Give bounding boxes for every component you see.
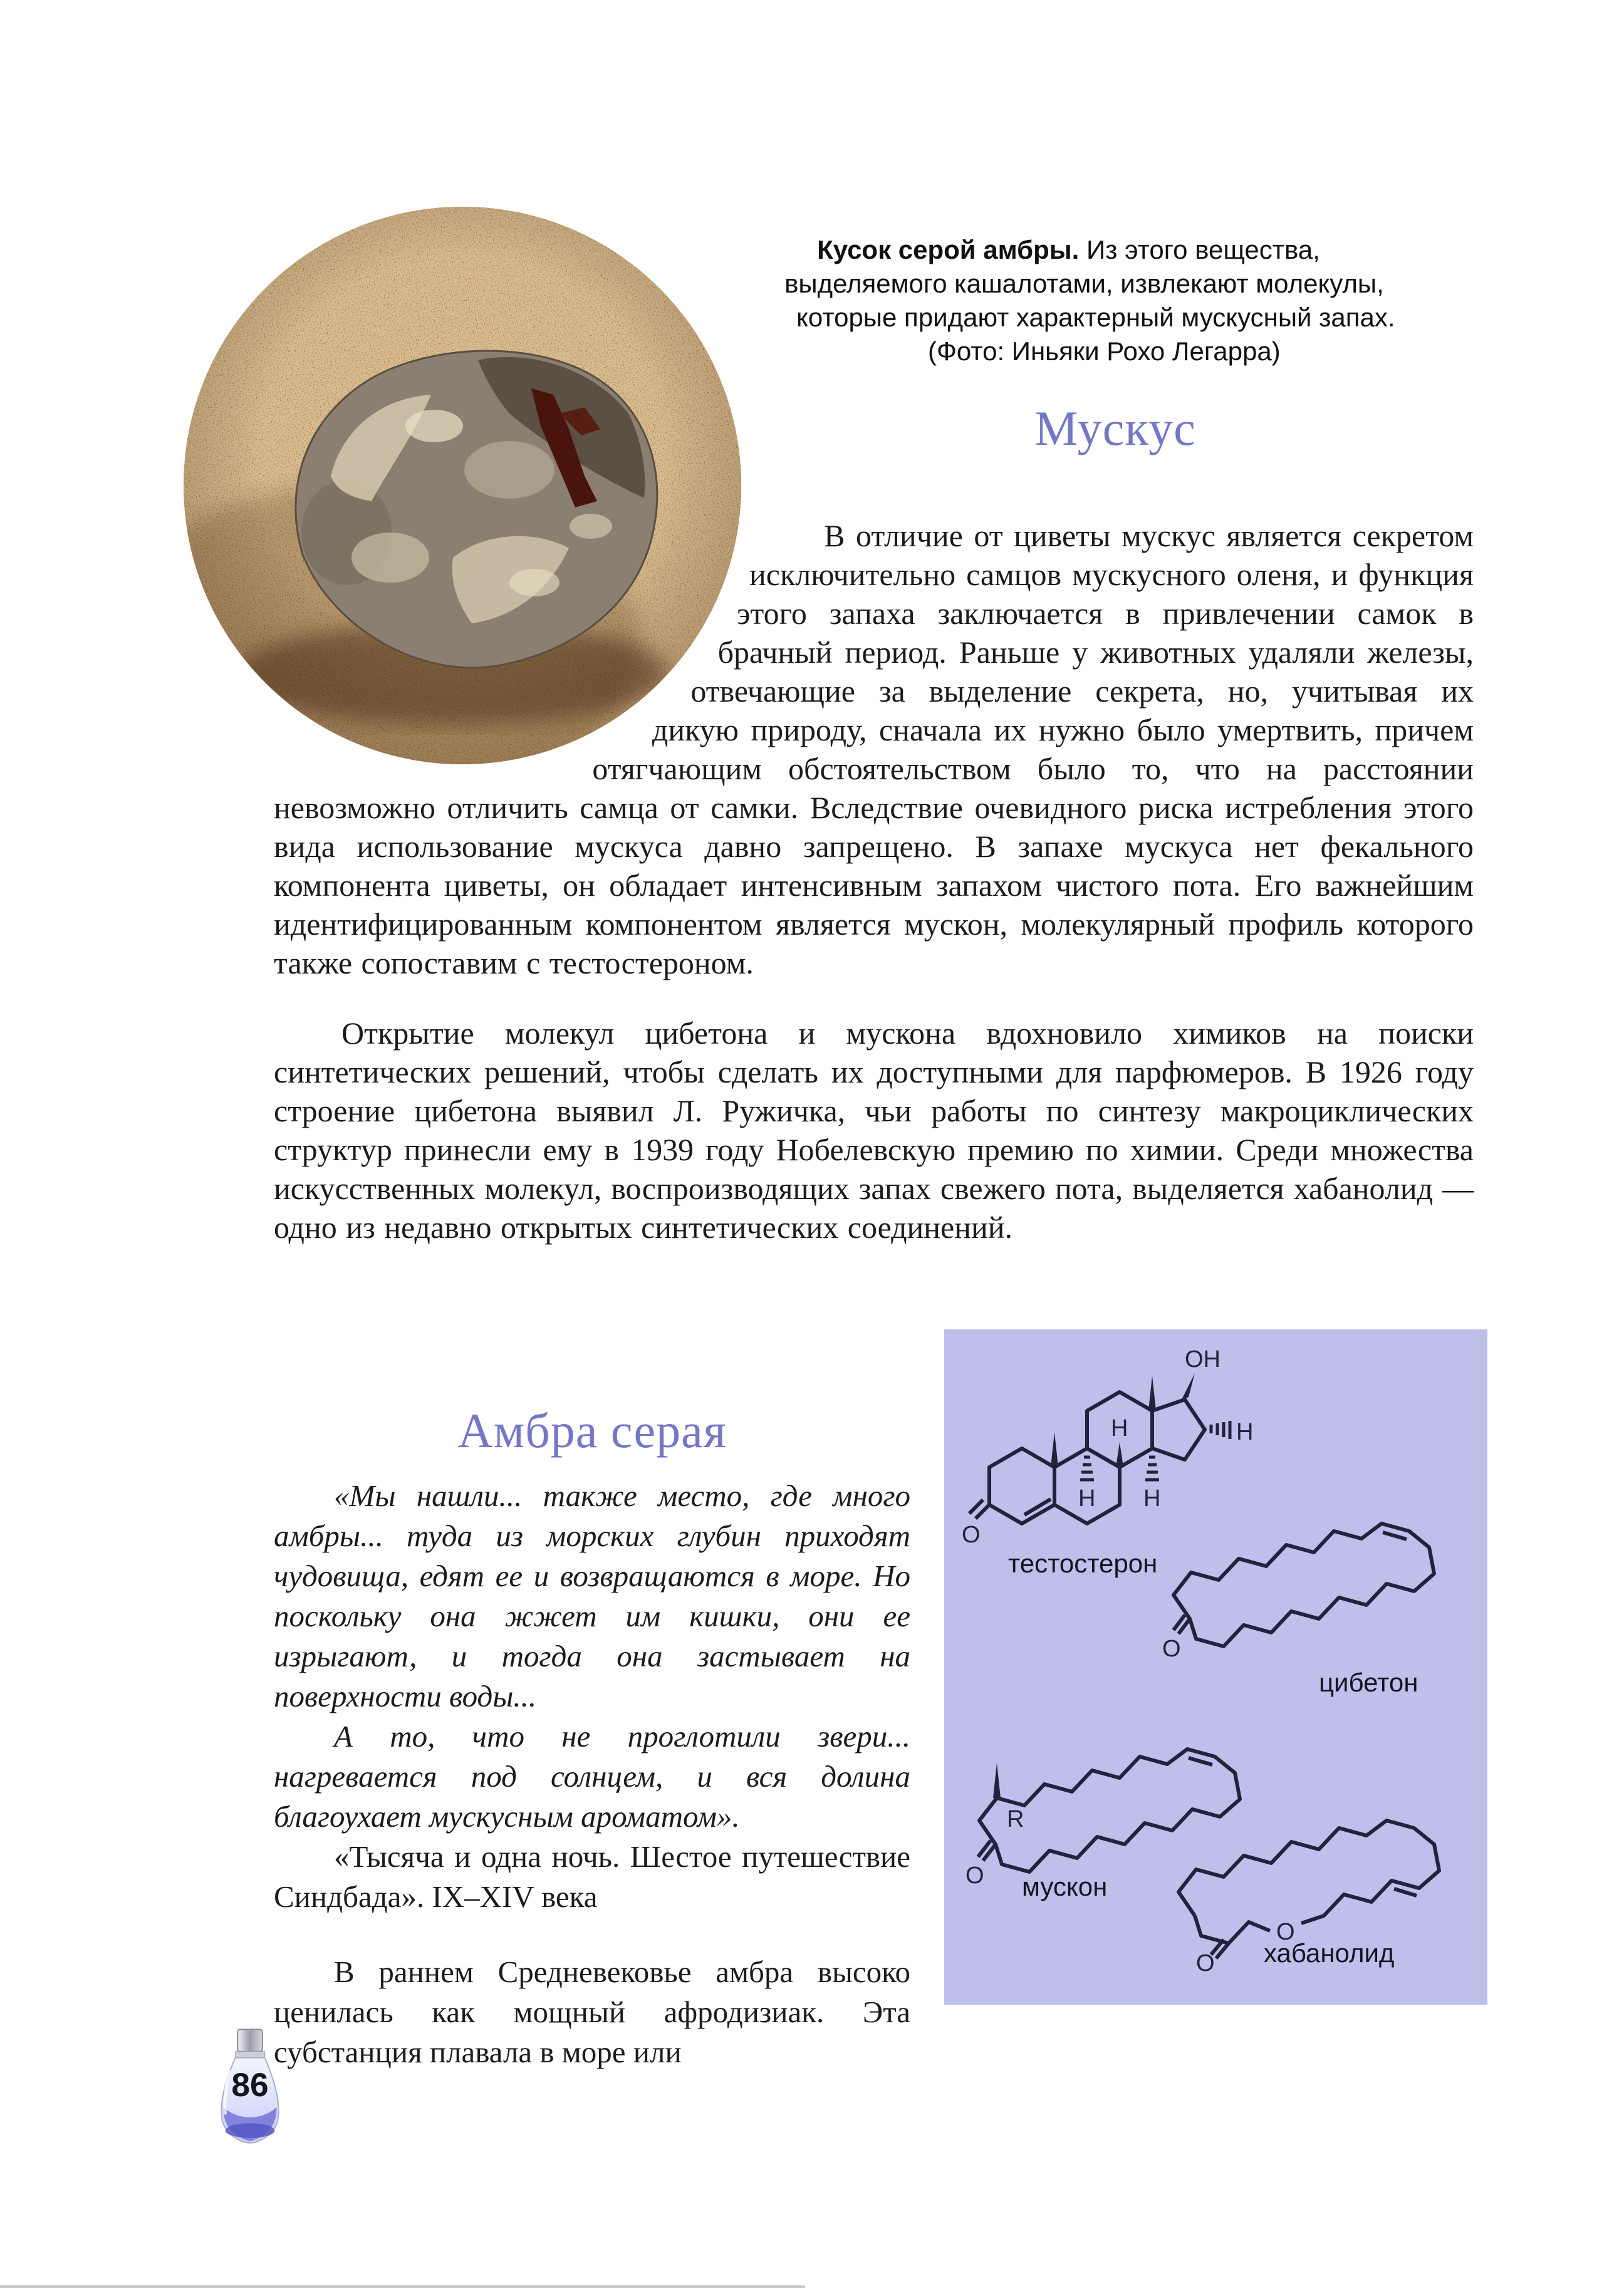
musk-paragraph-2: Открытие молекул цибетона и мускона вдохновило химиков на поиски синтетических решений, чтобы сделать их доступными для парфюмеров. В 1926 году строение цибетона выявил Л. Ружичка, чьи работы по синтезу макроциклических структур принесли ему в 1939 году Нобелевскую премию по химии. Среди множества искусственных молекул, воспроизводящих запах свежего пота, выделяется хабанолид — одно из недавно открытых синтетических соединений. (274, 1016, 1474, 1245)
oxygen-label: O (966, 1862, 984, 1889)
page-number-badge (207, 2027, 293, 2146)
molecule-label-habanolide: хабанолид (1264, 1938, 1395, 1968)
page-number: 86 (231, 2066, 269, 2104)
hydroxyl-label: OH (1185, 1346, 1221, 1373)
perfume-bottle-icon (207, 2027, 293, 2146)
oxygen-label: O (1162, 1636, 1181, 1662)
caption-line: которые придают характерный мускусный запах. (796, 303, 1395, 332)
ambergris-quote-2: А то, что не проглотили звери... нагревается под солнцем, и вся долина благоухает мускусным ароматом». (274, 1719, 910, 1834)
photo-wrap-spacer (180, 233, 757, 776)
musk-section (180, 233, 1474, 1278)
hydrogen-label: H (1111, 1415, 1128, 1441)
ambergris-heading: Амбра серая (457, 1403, 727, 1458)
musk-heading: Мускус (1034, 401, 1196, 455)
ambergris-quote-1: «Мы нашли... также место, где много амбры... туда из морских глубин приходят чудовища, едят ее и возвращаются в море. Но поскольку она жжет им кишки, они ее изрыгают, и тогда она застывает на поверхности воды... (274, 1478, 910, 1713)
ambergris-section (274, 1402, 910, 2072)
caption-rest: Из этого вещества, (1079, 235, 1320, 264)
molecule-label-civetone: цибетон (1319, 1668, 1418, 1697)
molecule-panel (944, 1329, 1487, 2005)
oxygen-label: O (962, 1522, 981, 1548)
molecule-label-testosterone: тестостерон (1008, 1549, 1158, 1578)
scan-artifact-line (0, 2285, 805, 2288)
civetone-structure (1155, 1500, 1468, 1669)
caption-line: выделяемого кашалотами, извлекают молекулы, (784, 269, 1384, 298)
caption-lead: Кусок серой амбры. (817, 235, 1080, 264)
caption-credit: (Фото: Иньяки Рохо Легарра) (927, 336, 1281, 366)
oxygen-label: O (1196, 1950, 1215, 1972)
ring-oxygen-label: O (1276, 1919, 1295, 1945)
ambergris-paragraph: В раннем Средневековье амбра высоко ценилась как мощный афродизиак. Эта субстанция плавала в море или (274, 1955, 910, 2069)
hydrogen-label: H (1143, 1485, 1161, 1512)
quote-source: «Тысяча и одна ночь. Шестое путешествие Синдбада». IX–XIV века (274, 1839, 910, 1914)
hydrogen-label: H (1078, 1485, 1096, 1512)
hydrogen-label: H (1236, 1419, 1254, 1445)
musk-paragraph-1: В отличие от циветы мускус является секретом исключительно самцов мускусного оленя, и функция этого запаха заключается в привлечении самок в брачный период. Раньше у животных удаляли железы, отвечающие за выделение секрета, но, учитывая их дикую природу, сначала их нужно было умертвить, причем отягчающим обстоятельством было то, что на расстоянии невозможно отличить самца от самки. Вследствие очевидного риска истребления этого вида использование мускуса давно запрещено. В запахе мускуса нет фекального компонента циветы, он обладает интенсивным запахом чистого пота. Его важнейшим идентифицированным компонентом является мускон, молекулярный профиль которого также сопоставим с тестостероном. (274, 518, 1474, 980)
r-group-label: R (1007, 1806, 1024, 1832)
molecule-label-muscone: мускон (1022, 1872, 1108, 1901)
